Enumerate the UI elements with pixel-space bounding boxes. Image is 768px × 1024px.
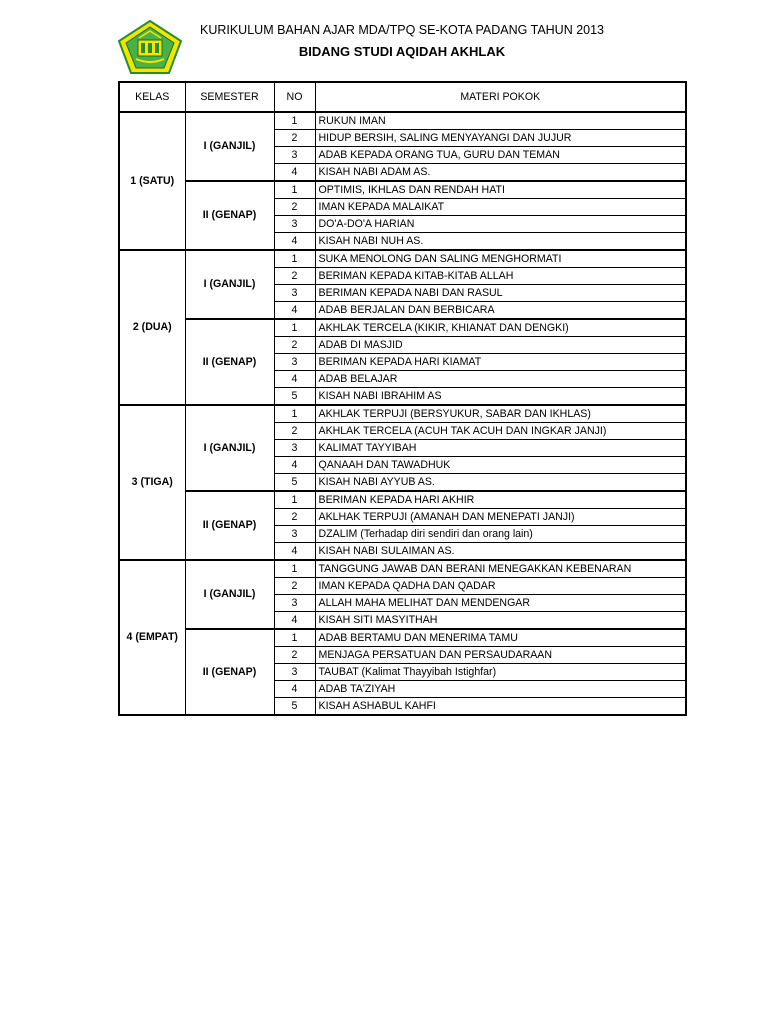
materi-cell: KISAH NABI ADAM AS. bbox=[315, 164, 686, 182]
materi-cell: KALIMAT TAYYIBAH bbox=[315, 440, 686, 457]
item-number-cell: 2 bbox=[274, 268, 315, 285]
materi-cell: ADAB BERJALAN DAN BERBICARA bbox=[315, 302, 686, 320]
item-number-cell: 3 bbox=[274, 285, 315, 302]
kelas-cell: 3 (TIGA) bbox=[119, 405, 185, 560]
document-title: KURIKULUM BAHAN AJAR MDA/TPQ SE-KOTA PADANG TAHUN 2013 bbox=[199, 23, 605, 37]
header-no: NO bbox=[274, 82, 315, 112]
item-number-cell: 1 bbox=[274, 560, 315, 578]
materi-cell: HIDUP BERSIH, SALING MENYAYANGI DAN JUJUR bbox=[315, 130, 686, 147]
materi-cell: ADAB TA'ZIYAH bbox=[315, 681, 686, 698]
item-number-cell: 3 bbox=[274, 147, 315, 164]
materi-cell: KISAH SITI MASYITHAH bbox=[315, 612, 686, 630]
item-number-cell: 4 bbox=[274, 457, 315, 474]
item-number-cell: 4 bbox=[274, 164, 315, 182]
materi-cell: ALLAH MAHA MELIHAT DAN MENDENGAR bbox=[315, 595, 686, 612]
item-number-cell: 1 bbox=[274, 250, 315, 268]
materi-cell: ADAB BERTAMU DAN MENERIMA TAMU bbox=[315, 629, 686, 647]
materi-cell: ADAB DI MASJID bbox=[315, 337, 686, 354]
materi-cell: BERIMAN KEPADA KITAB-KITAB ALLAH bbox=[315, 268, 686, 285]
header-semester: SEMESTER bbox=[185, 82, 274, 112]
semester-cell: I (GANJIL) bbox=[185, 560, 274, 629]
curriculum-table bbox=[118, 81, 687, 716]
item-number-cell: 1 bbox=[274, 405, 315, 423]
item-number-cell: 3 bbox=[274, 440, 315, 457]
header-kelas: KELAS bbox=[119, 82, 185, 112]
item-number-cell: 2 bbox=[274, 337, 315, 354]
header-materi-pokok: MATERI POKOK bbox=[315, 82, 686, 112]
materi-cell: BERIMAN KEPADA HARI KIAMAT bbox=[315, 354, 686, 371]
item-number-cell: 1 bbox=[274, 181, 315, 199]
document-subtitle: BIDANG STUDI AQIDAH AKHLAK bbox=[298, 44, 506, 59]
materi-cell: TAUBAT (Kalimat Thayyibah Istighfar) bbox=[315, 664, 686, 681]
materi-cell: SUKA MENOLONG DAN SALING MENGHORMATI bbox=[315, 250, 686, 268]
item-number-cell: 2 bbox=[274, 130, 315, 147]
semester-cell: I (GANJIL) bbox=[185, 405, 274, 491]
table-row bbox=[119, 181, 686, 199]
materi-cell: IMAN KEPADA MALAIKAT bbox=[315, 199, 686, 216]
item-number-cell: 2 bbox=[274, 647, 315, 664]
table-row bbox=[119, 112, 686, 130]
item-number-cell: 4 bbox=[274, 371, 315, 388]
semester-cell: I (GANJIL) bbox=[185, 250, 274, 319]
materi-cell: KISAH NABI AYYUB AS. bbox=[315, 474, 686, 492]
table-row bbox=[119, 491, 686, 509]
materi-cell: ADAB KEPADA ORANG TUA, GURU DAN TEMAN bbox=[315, 147, 686, 164]
item-number-cell: 3 bbox=[274, 526, 315, 543]
semester-cell: II (GENAP) bbox=[185, 629, 274, 715]
materi-cell: AKHLAK TERCELA (ACUH TAK ACUH DAN INGKAR JANJI) bbox=[315, 423, 686, 440]
materi-cell: DO'A-DO'A HARIAN bbox=[315, 216, 686, 233]
materi-cell: BERIMAN KEPADA NABI DAN RASUL bbox=[315, 285, 686, 302]
item-number-cell: 4 bbox=[274, 543, 315, 561]
materi-cell: KISAH NABI NUH AS. bbox=[315, 233, 686, 251]
item-number-cell: 5 bbox=[274, 388, 315, 406]
item-number-cell: 1 bbox=[274, 112, 315, 130]
item-number-cell: 5 bbox=[274, 698, 315, 716]
materi-cell: TANGGUNG JAWAB DAN BERANI MENEGAKKAN KEBENARAN bbox=[315, 560, 686, 578]
materi-cell: MENJAGA PERSATUAN DAN PERSAUDARAAN bbox=[315, 647, 686, 664]
item-number-cell: 1 bbox=[274, 319, 315, 337]
item-number-cell: 4 bbox=[274, 612, 315, 630]
item-number-cell: 2 bbox=[274, 578, 315, 595]
item-number-cell: 3 bbox=[274, 354, 315, 371]
semester-cell: II (GENAP) bbox=[185, 491, 274, 560]
materi-cell: QANAAH DAN TAWADHUK bbox=[315, 457, 686, 474]
kelas-cell: 4 (EMPAT) bbox=[119, 560, 185, 715]
item-number-cell: 1 bbox=[274, 491, 315, 509]
item-number-cell: 4 bbox=[274, 302, 315, 320]
semester-cell: I (GANJIL) bbox=[185, 112, 274, 181]
kelas-cell: 1 (SATU) bbox=[119, 112, 185, 250]
materi-cell: AKHLAK TERCELA (KIKIR, KHIANAT DAN DENGKI) bbox=[315, 319, 686, 337]
materi-cell: RUKUN IMAN bbox=[315, 112, 686, 130]
institution-logo bbox=[117, 19, 183, 75]
item-number-cell: 2 bbox=[274, 199, 315, 216]
table-row bbox=[119, 560, 686, 578]
materi-cell: KISAH ASHABUL KAHFI bbox=[315, 698, 686, 716]
semester-cell: II (GENAP) bbox=[185, 181, 274, 250]
item-number-cell: 3 bbox=[274, 664, 315, 681]
item-number-cell: 2 bbox=[274, 423, 315, 440]
materi-cell: IMAN KEPADA QADHA DAN QADAR bbox=[315, 578, 686, 595]
materi-cell: KISAH NABI SULAIMAN AS. bbox=[315, 543, 686, 561]
materi-cell: AKLHAK TERPUJI (AMANAH DAN MENEPATI JANJI) bbox=[315, 509, 686, 526]
item-number-cell: 5 bbox=[274, 474, 315, 492]
kelas-cell: 2 (DUA) bbox=[119, 250, 185, 405]
materi-cell: OPTIMIS, IKHLAS DAN RENDAH HATI bbox=[315, 181, 686, 199]
table-row bbox=[119, 405, 686, 423]
item-number-cell: 3 bbox=[274, 595, 315, 612]
item-number-cell: 4 bbox=[274, 233, 315, 251]
materi-cell: ADAB BELAJAR bbox=[315, 371, 686, 388]
item-number-cell: 1 bbox=[274, 629, 315, 647]
materi-cell: BERIMAN KEPADA HARI AKHIR bbox=[315, 491, 686, 509]
table-body bbox=[119, 112, 686, 715]
table-row bbox=[119, 250, 686, 268]
item-number-cell: 4 bbox=[274, 681, 315, 698]
item-number-cell: 3 bbox=[274, 216, 315, 233]
table-header-row bbox=[119, 82, 686, 112]
materi-cell: DZALIM (Terhadap diri sendiri dan orang lain) bbox=[315, 526, 686, 543]
semester-cell: II (GENAP) bbox=[185, 319, 274, 405]
materi-cell: AKHLAK TERPUJI (BERSYUKUR, SABAR DAN IKHLAS) bbox=[315, 405, 686, 423]
materi-cell: KISAH NABI IBRAHIM AS bbox=[315, 388, 686, 406]
table-row bbox=[119, 629, 686, 647]
table-row bbox=[119, 319, 686, 337]
item-number-cell: 2 bbox=[274, 509, 315, 526]
